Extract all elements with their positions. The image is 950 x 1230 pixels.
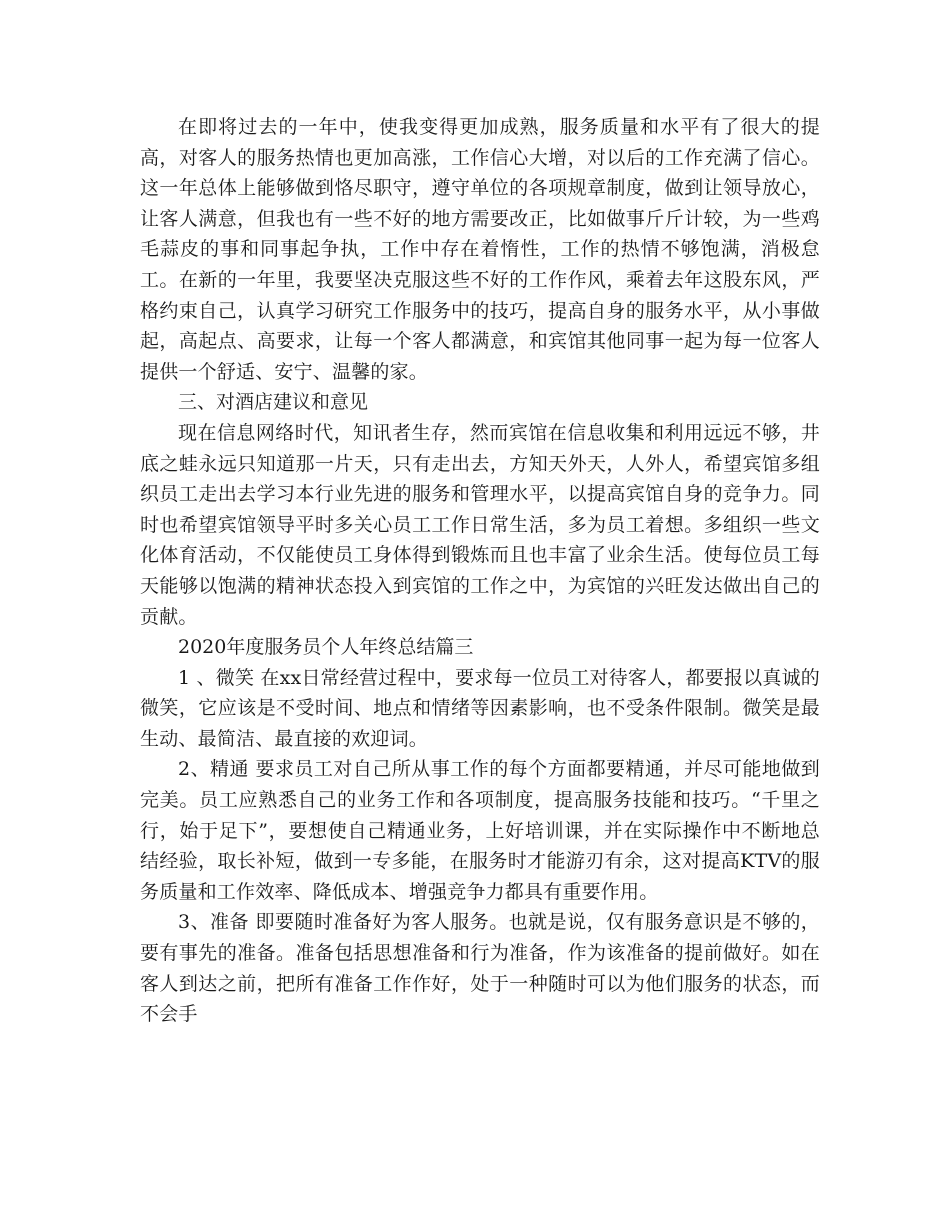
section-heading-hotel-suggestions: 三、对酒店建议和意见 [178,391,369,414]
paragraph-work-reflection: 在即将过去的一年中，使我变得更加成熟，服务质量和水平有了很大的提高，对客人的服务热情也更加高涨，工作信心大增，对以后的工作充满了信心。这一年总体上能够做到恪尽职守，遵守单位的各项规章制度，做到让领导放心，让客人满意，但我也有一些不好的地方需要改正，比如做事斤斤计较，为一些鸡毛蒜皮的事和同事起争执，工作中存在着惰性，工作的热情不够饱满，消极怠工。在新的一年里，我要坚决克服这些不好的工作作风，乘着去年这股东风，严格约束自己，认真学习研究工作服务中的技巧，提高自身的服务水平，从小事做起，高起点、高要求，让每一个客人都满意，和宾馆其他同事一起为每一位客人提供一个舒适、安宁、温馨的家。 [140,116,820,383]
paragraph-proficiency: 2、精通 要求员工对自己所从事工作的每个方面都要精通，并尽可能地做到完美。员工应熟悉自己的业务工作和各项制度，提高服务技能和技巧。“千里之行，始于足下”，要想使自己精通业务，上好培训课，并在实际操作中不断地总结经验，取长补短，做到一专多能，在服务时才能游刃有余，这对提高KTV的服务质量和工作效率、降低成本、增强竞争力都具有重要作用。 [140,758,820,903]
paragraph-hotel-suggestions: 现在信息网络时代，知讯者生存，然而宾馆在信息收集和利用远远不够，井底之蛙永远只知道那一片天，只有走出去，方知天外天，人外人，希望宾馆多组织员工走出去学习本行业先进的服务和管理水平，以提高宾馆自身的竞争力。同时也希望宾馆领导平时多关心员工工作日常生活，多为员工着想。多组织一些文化体育活动，不仅能使员工身体得到锻炼而且也丰富了业余生活。使每位员工每天能够以饱满的精神状态投入到宾馆的工作之中，为宾馆的兴旺发达做出自己的贡献。 [140,421,820,628]
document-page [140,112,820,1030]
paragraph-smile: 1 、微笑 在xx日常经营过程中，要求每一位员工对待客人，都要报以真诚的微笑，它应该是不受时间、地点和情绪等因素影响，也不受条件限制。微笑是最生动、最简洁、最直接的欢迎词。 [140,666,820,750]
section-heading-summary-part-three: 2020年度服务员个人年终总结篇三 [178,636,474,659]
paragraph-preparation: 3、准备 即要随时准备好为客人服务。也就是说，仅有服务意识是不够的，要有事先的准备。准备包括思想准备和行为准备，作为该准备的提前做好。如在客人到达之前，把所有准备工作作好，处于一种随时可以为他们服务的状态，而不会手 [140,911,820,1026]
